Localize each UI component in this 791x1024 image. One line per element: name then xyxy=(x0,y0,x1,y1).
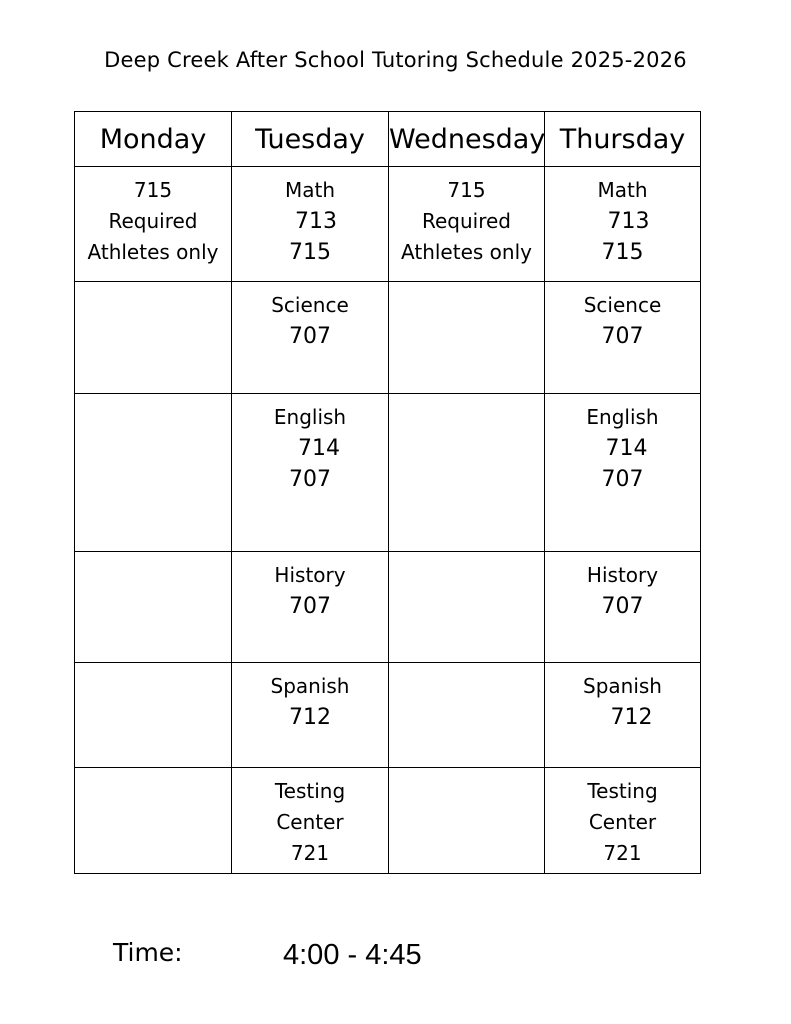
cell-line: 713 xyxy=(295,209,337,234)
table-row xyxy=(75,282,701,394)
cell-wednesday xyxy=(389,282,545,394)
cell-line: English xyxy=(586,405,659,429)
cell-wednesday xyxy=(389,768,545,874)
cell-thursday xyxy=(545,282,701,394)
cell-monday xyxy=(75,663,232,768)
table-row xyxy=(75,394,701,552)
cell-thursday xyxy=(545,394,701,552)
cell-line: History xyxy=(586,563,659,587)
schedule-table xyxy=(74,111,701,874)
cell-line: Testing xyxy=(587,779,658,803)
header-row xyxy=(75,112,701,167)
header-thursday: Thursday xyxy=(545,112,701,167)
cell-line: Required xyxy=(421,209,511,233)
cell-line: 715 xyxy=(601,240,644,265)
cell-wednesday xyxy=(389,167,545,282)
cell-line: 712 xyxy=(289,705,331,730)
cell-line: Spanish xyxy=(583,674,662,698)
cell-line: English xyxy=(273,405,347,429)
cell-line: Athletes only xyxy=(401,240,532,264)
cell-line: 713 xyxy=(607,209,650,234)
cell-line: Math xyxy=(597,178,648,202)
cell-line: Math xyxy=(284,178,336,202)
header-wednesday: Wednesday xyxy=(389,112,545,167)
table-row xyxy=(75,552,701,663)
cell-tuesday xyxy=(232,768,389,874)
cell-line: 715 xyxy=(289,240,331,265)
cell-line: 714 xyxy=(605,436,648,461)
cell-line: Science xyxy=(583,293,662,317)
cell-tuesday xyxy=(232,282,389,394)
cell-line: Science xyxy=(271,293,349,317)
cell-line: Athletes only xyxy=(87,240,219,264)
time-value: 4:00 - 4:45 xyxy=(283,939,422,971)
cell-thursday xyxy=(545,663,701,768)
cell-wednesday xyxy=(389,663,545,768)
cell-line: 712 xyxy=(610,705,653,730)
cell-monday xyxy=(75,552,232,663)
time-label: Time: xyxy=(113,938,183,967)
cell-line: 707 xyxy=(601,324,644,349)
cell-line: 707 xyxy=(601,594,644,619)
cell-line: Required xyxy=(108,209,198,233)
cell-monday xyxy=(75,768,232,874)
header-tuesday: Tuesday xyxy=(232,112,389,167)
cell-line: History xyxy=(274,563,346,587)
table-row xyxy=(75,167,701,282)
cell-line: 715 xyxy=(447,178,486,202)
cell-thursday xyxy=(545,552,701,663)
cell-monday xyxy=(75,167,232,282)
cell-thursday xyxy=(545,167,701,282)
cell-wednesday xyxy=(389,394,545,552)
cell-line: 714 xyxy=(298,436,340,461)
cell-line: 721 xyxy=(603,841,642,865)
cell-tuesday xyxy=(232,167,389,282)
cell-line: Center xyxy=(276,810,344,834)
cell-wednesday xyxy=(389,552,545,663)
table-row xyxy=(75,663,701,768)
cell-line: Center xyxy=(588,810,657,834)
cell-line: Testing xyxy=(274,779,346,803)
cell-line: 715 xyxy=(133,178,173,202)
cell-tuesday xyxy=(232,394,389,552)
cell-tuesday xyxy=(232,552,389,663)
page-title: Deep Creek After School Tutoring Schedule 2025-2026 xyxy=(104,48,687,72)
table-row xyxy=(75,768,701,874)
cell-line: 707 xyxy=(601,467,644,492)
cell-line: Spanish xyxy=(270,674,350,698)
cell-line: 707 xyxy=(289,467,331,492)
cell-line: 707 xyxy=(289,324,331,349)
cell-line: 707 xyxy=(289,594,331,619)
cell-monday xyxy=(75,282,232,394)
cell-line: 721 xyxy=(290,841,330,865)
cell-monday xyxy=(75,394,232,552)
cell-tuesday xyxy=(232,663,389,768)
cell-thursday xyxy=(545,768,701,874)
header-monday: Monday xyxy=(75,112,232,167)
